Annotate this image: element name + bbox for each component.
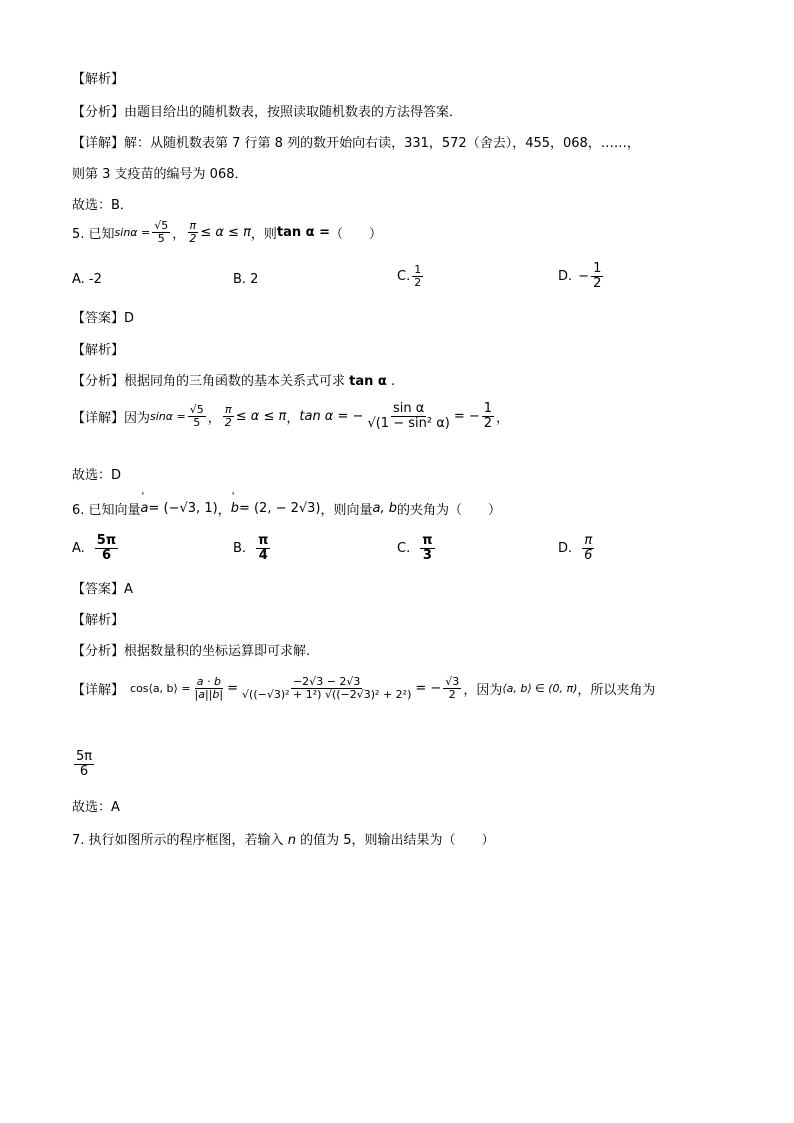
q6-answer: 【答案】A	[72, 582, 133, 597]
q6-res-num: √3	[445, 675, 460, 688]
q7-stem-a: 7. 执行如图所示的程序框图，若输入	[72, 833, 284, 848]
q5-frac2-den: 2	[189, 232, 197, 246]
q5-detail-label: 【详解】因为	[72, 411, 151, 427]
q6-option-d	[558, 534, 596, 564]
q7-stem	[72, 829, 494, 848]
q6-res-frac	[443, 676, 461, 701]
q5-frac1-den: 5	[157, 232, 165, 246]
q5-paren: （ ）	[330, 227, 383, 243]
q5-comma1: ，	[172, 227, 186, 243]
q5-option-a: A. -2	[72, 272, 102, 287]
q5-frac1	[152, 220, 170, 245]
q6-stem-b: ，则向量	[320, 503, 373, 518]
q5-optc-num: 1	[414, 263, 422, 276]
q5-detail-f1-den: 5	[193, 416, 201, 430]
q6-opta-label: A.	[72, 541, 85, 557]
q5-optd-frac	[591, 262, 603, 292]
q6-final	[72, 750, 96, 780]
s4-fenxi: 【分析】由题目给出的随机数表，按照读取随机数表的方法得答案．	[72, 105, 463, 120]
s4-jiexi: 【解析】	[72, 72, 125, 87]
q6-optb-frac	[256, 534, 270, 564]
q5-detail-f1-num: √5	[189, 403, 204, 417]
q5-sin-lhs: sinα =	[114, 226, 151, 240]
q6-vec-b: ' b	[231, 501, 239, 516]
q5-detail-sin: sinα =	[150, 410, 186, 424]
q6-final-den: 6	[79, 764, 89, 780]
q6-option-b	[233, 534, 272, 564]
q5-detail-frac2	[223, 404, 234, 429]
q6-option-c	[397, 534, 437, 564]
q6-optc-num: π	[422, 533, 433, 548]
q6-angle: ⟨a, b⟩ ∈ (0, π)	[502, 682, 578, 696]
q6-optc-frac	[420, 534, 434, 564]
q6-dot-den: |a||b|	[194, 688, 224, 702]
s4-choice: 故选：B．	[72, 198, 133, 213]
q5-detail-res-den: 2	[483, 416, 493, 432]
q5-jiexi: 【解析】	[72, 343, 125, 358]
q6-dot-num: a · b	[196, 675, 221, 688]
q6-vec-a-val: = (−√3, 1)	[148, 501, 218, 516]
q5-detail-tail: ，	[496, 411, 510, 427]
q6-stem-a: 6. 已知向量	[72, 503, 141, 518]
q6-optd-num: π	[584, 533, 593, 548]
q5-detail	[72, 402, 509, 432]
q6-final-num: 5π	[76, 749, 93, 764]
q6-sep: ，	[217, 503, 231, 518]
q5-detail-range: ≤ α ≤ π	[235, 409, 287, 425]
q6-big-den: √((−√3)² + 1²) √((−2√3)² + 2²)	[242, 688, 412, 702]
q6-optd-den: 6	[584, 548, 593, 564]
q6-jiexi: 【解析】	[72, 613, 125, 628]
q7-stem-b: 的值为 5，则输出结果为（ ）	[300, 833, 495, 848]
s4-result: 则第 3 支疫苗的编号为 068．	[72, 167, 248, 182]
q5-stem-b: ，则	[250, 227, 277, 243]
q6-fenxi: 【分析】根据数量积的坐标运算即可求解.	[72, 644, 311, 659]
q6-option-a	[72, 534, 120, 564]
q5-frac2-num: π	[189, 219, 197, 232]
q5-optd-label: D.	[558, 269, 573, 285]
q6-cos-expr: cos⟨a, b⟩ =	[130, 682, 191, 696]
q5-answer: 【答案】D	[72, 311, 135, 326]
q6-vec-b-val: = (2, − 2√3)	[238, 501, 321, 516]
q5-tan: tan α =	[276, 225, 331, 241]
q5-choice: 故选：D	[72, 468, 122, 483]
q6-because: ，因为	[463, 683, 503, 699]
q5-detail-f2-den: 2	[224, 416, 232, 430]
q5-option-c	[397, 264, 425, 289]
q6-optc-den: 3	[422, 548, 432, 564]
q6-optd-label: D.	[558, 541, 573, 557]
q5-detail-tan: tan α = −	[299, 409, 364, 425]
q5-fenxi-end: .	[391, 374, 396, 389]
q6-optb-num: π	[258, 533, 269, 548]
q5-detail-f2-num: π	[224, 403, 232, 417]
q6-opta-frac	[95, 534, 118, 564]
q6-optb-label: B.	[233, 541, 247, 557]
q5-detail-bigfrac	[365, 402, 451, 432]
q6-pair: a, b	[372, 501, 398, 516]
q6-dot-frac	[193, 676, 226, 701]
q6-choice: 故选：A	[72, 800, 120, 815]
q6-optb-den: 4	[258, 548, 268, 564]
q5-detail-resfrac	[482, 402, 494, 432]
q5-optd-den: 2	[593, 276, 602, 292]
q5-stem	[72, 220, 382, 245]
q5-optc-label: C.	[397, 269, 411, 285]
q5-optc-den: 2	[414, 276, 422, 290]
q6-big-frac	[240, 676, 413, 701]
q6-detail-label: 【详解】	[72, 683, 125, 699]
q5-stem-a: 5. 已知	[72, 227, 115, 243]
q5-detail-big-num: sin α	[392, 401, 425, 416]
q5-optc-frac	[412, 264, 423, 289]
q5-range: ≤ α ≤ π	[200, 225, 251, 241]
q5-option-b: B. 2	[233, 272, 259, 287]
q5-detail-comma2: ，	[286, 411, 300, 427]
q6-stem	[72, 499, 501, 518]
q6-optc-label: C.	[397, 541, 411, 557]
q6-eq: =	[227, 681, 239, 697]
q5-frac1-num: √5	[154, 219, 169, 232]
q5-optd-sign: −	[578, 269, 590, 285]
q5-detail-comma: ，	[207, 411, 221, 427]
q5-detail-res-num: 1	[483, 401, 493, 416]
q7-var-n: n	[287, 833, 296, 848]
q5-option-d	[558, 262, 605, 292]
q6-detail	[72, 676, 655, 701]
q6-stem-c: 的夹角为（ ）	[397, 503, 502, 518]
q6-vec-a: ' a	[141, 501, 149, 516]
q5-fenxi-tan: tan α	[349, 374, 387, 389]
q5-fenxi	[72, 370, 395, 389]
q6-big-num: −2√3 − 2√3	[292, 675, 361, 688]
q5-detail-eq: = −	[453, 409, 480, 425]
q6-so: ，所以夹角为	[577, 683, 656, 699]
q6-res-den: 2	[448, 688, 456, 702]
q5-optd-num: 1	[593, 261, 602, 276]
q6-final-frac	[74, 750, 94, 780]
q5-detail-big-den: √(1 − sin² α)	[367, 416, 450, 432]
q6-opta-num: 5π	[96, 533, 117, 548]
q5-fenxi-text: 【分析】根据同角的三角函数的基本关系式可求	[72, 374, 346, 389]
q6-opta-den: 6	[101, 548, 111, 564]
s4-xiangjie: 【详解】解：从随机数表第 7 行第 8 列的数开始向右读，331，572（舍去），455，068，……，	[72, 136, 640, 151]
q6-eq2: = −	[415, 681, 442, 697]
q5-frac2	[187, 220, 198, 245]
q5-detail-frac1	[188, 404, 206, 429]
q6-optd-frac	[582, 534, 594, 564]
